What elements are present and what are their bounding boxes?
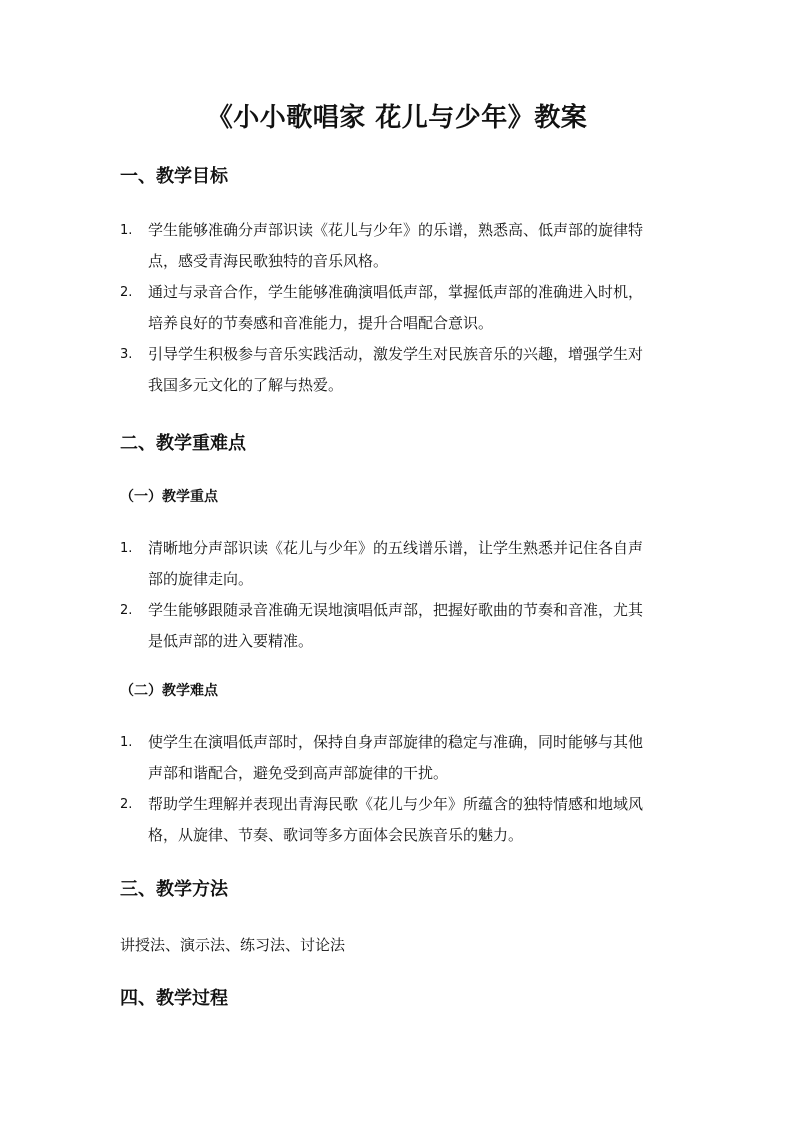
list-item-text-line: 学生能够准确分声部识读《花儿与少年》的乐谱，熟悉高、低声部的旋律特 — [148, 221, 644, 239]
subsection-heading-difficulty: （二）教学难点 — [120, 683, 218, 699]
methods-text: 讲授法、演示法、练习法、讨论法 — [120, 936, 346, 954]
list-item-text-line: 是低声部的进入要精准。 — [148, 632, 314, 650]
list-item — [120, 339, 680, 401]
section-heading-objectives: 一、教学目标 — [120, 166, 228, 187]
section-heading-process: 四、教学过程 — [120, 988, 228, 1009]
list-item-text-line: 帮助学生理解并表现出青海民歌《花儿与少年》所蕴含的独特情感和地域风 — [148, 795, 644, 813]
list-item-text-line: 引导学生积极参与音乐实践活动，激发学生对民族音乐的兴趣，增强学生对 — [148, 345, 644, 363]
list-item-number: 2. — [120, 603, 133, 618]
list-item — [120, 533, 680, 595]
list-item-number: 3. — [120, 347, 133, 362]
list-item-text-line: 部的旋律走向。 — [148, 570, 254, 588]
list-item-text-line: 点，感受青海民歌独特的音乐风格。 — [148, 252, 389, 270]
list-item-text-line: 学生能够跟随录音准确无误地演唱低声部，把握好歌曲的节奏和音准，尤其 — [148, 601, 644, 619]
list-item — [120, 789, 680, 851]
list-item — [120, 727, 680, 789]
list-item-number: 1. — [120, 735, 133, 750]
list-item-number: 1. — [120, 223, 133, 238]
objectives-list — [120, 215, 680, 401]
list-item-text-line: 清晰地分声部识读《花儿与少年》的五线谱乐谱，让学生熟悉并记住各自声 — [148, 539, 644, 557]
subsection-heading-focus: （一）教学重点 — [120, 489, 218, 505]
list-item — [120, 277, 680, 339]
section-heading-methods: 三、教学方法 — [120, 879, 228, 900]
list-item-text-line: 格，从旋律、节奏、歌词等多方面体会民族音乐的魅力。 — [148, 826, 524, 844]
list-item-text-line: 声部和谐配合，避免受到高声部旋律的干扰。 — [148, 764, 449, 782]
list-item — [120, 595, 680, 657]
list-item-number: 2. — [120, 797, 133, 812]
list-item-text-line: 通过与录音合作，学生能够准确演唱低声部，掌握低声部的准确进入时机， — [148, 283, 644, 301]
list-item-text-line: 使学生在演唱低声部时，保持自身声部旋律的稳定与准确，同时能够与其他 — [148, 733, 644, 751]
list-item — [120, 215, 680, 277]
document-title: 《小小歌唱家 花儿与少年》教案 — [206, 103, 588, 133]
list-item-text-line: 培养良好的节奏感和音准能力，提升合唱配合意识。 — [148, 314, 494, 332]
list-item-text-line: 我国多元文化的了解与热爱。 — [148, 376, 344, 394]
list-item-number: 1. — [120, 541, 133, 556]
list-item-number: 2. — [120, 285, 133, 300]
difficulty-list — [120, 727, 680, 851]
focus-list — [120, 533, 680, 657]
section-heading-key-points: 二、教学重难点 — [120, 433, 246, 454]
